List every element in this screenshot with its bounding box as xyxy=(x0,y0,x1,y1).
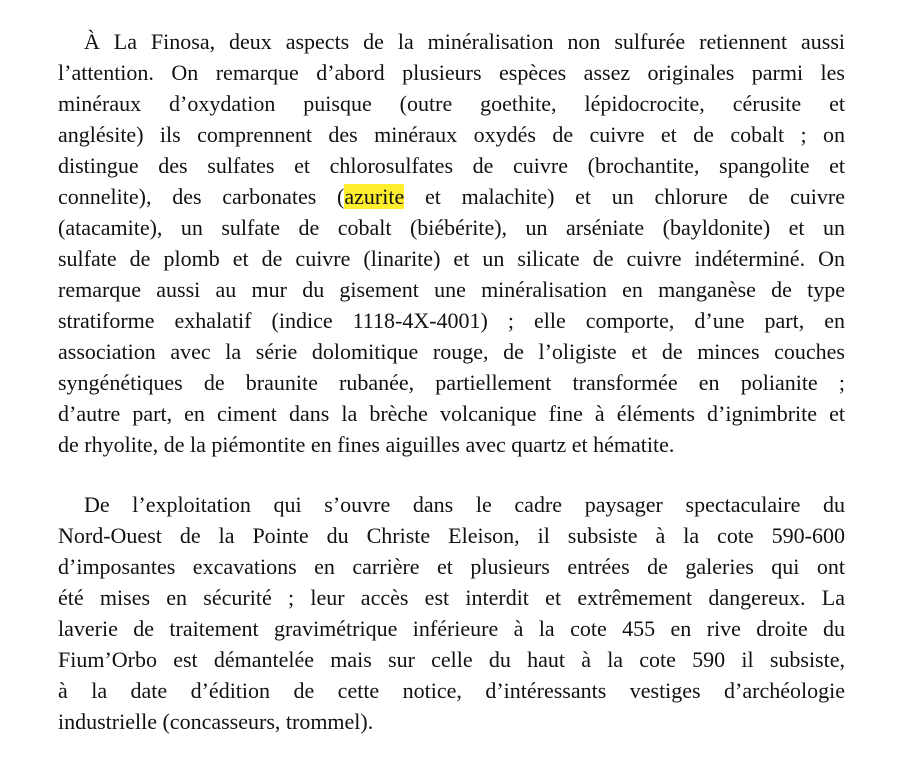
text-line: minéraux d’oxydation puisque (outre goethite, lépidocrocite, cérusite et xyxy=(58,91,845,116)
text-line: Fium’Orbo est démantelée mais sur celle du haut à la cote 590 il subsiste, xyxy=(58,647,845,672)
text-line: De l’exploitation qui s’ouvre dans le cadre paysager spectaculaire du xyxy=(84,492,845,517)
text-line: À La Finosa, deux aspects de la minéralisation non sulfurée retiennent aussi xyxy=(84,29,845,54)
text-line: d’autre part, en ciment dans la brèche volcanique fine à éléments d’ignimbrite et xyxy=(58,401,845,426)
highlighted-word-azurite: azurite xyxy=(344,184,405,209)
text-line: stratiforme exhalatif (indice 1118-4X-4001) ; elle comporte, d’une part, en xyxy=(58,308,845,333)
text-line: anglésite) ils comprennent des minéraux oxydés de cuivre et de cobalt ; on xyxy=(58,122,845,147)
text-line: industrielle (concasseurs, trommel). xyxy=(58,709,374,734)
text-line: distingue des sulfates et chlorosulfates de cuivre (brochantite, spangolite et xyxy=(58,153,845,178)
text-line: (atacamite), un sulfate de cobalt (biébérite), un arséniate (bayldonite) et un xyxy=(58,215,845,240)
text-line: syngénétiques de braunite rubanée, partiellement transformée en polianite ; xyxy=(58,370,845,395)
text-line: été mises en sécurité ; leur accès est interdit et extrêmement dangereux. La xyxy=(58,585,845,610)
line-segment: connelite), des carbonates ( xyxy=(58,184,345,209)
text-line: laverie de traitement gravimétrique inférieure à la cote 455 en rive droite du xyxy=(58,616,845,641)
text-line: Nord-Ouest de la Pointe du Christe Eleison, il subsiste à la cote 590-600 xyxy=(58,523,845,548)
text-line-with-highlight xyxy=(58,181,845,212)
text-line: sulfate de plomb et de cuivre (linarite) et un silicate de cuivre indéterminé. On xyxy=(58,246,845,271)
text-line: association avec la série dolomitique rouge, de l’oligiste et de minces couches xyxy=(58,339,845,364)
text-line: l’attention. On remarque d’abord plusieurs espèces assez originales parmi les xyxy=(58,60,845,85)
text-line: d’imposantes excavations en carrière et plusieurs entrées de galeries qui ont xyxy=(58,554,845,579)
text-line: de rhyolite, de la piémontite en fines aiguilles avec quartz et hématite. xyxy=(58,432,675,457)
text-line: à la date d’édition de cette notice, d’intéressants vestiges d’archéologie xyxy=(58,678,845,703)
text-line: remarque aussi au mur du gisement une minéralisation en manganèse de type xyxy=(58,277,845,302)
line-segment: et malachite) et un chlorure de cuivre xyxy=(404,184,845,209)
